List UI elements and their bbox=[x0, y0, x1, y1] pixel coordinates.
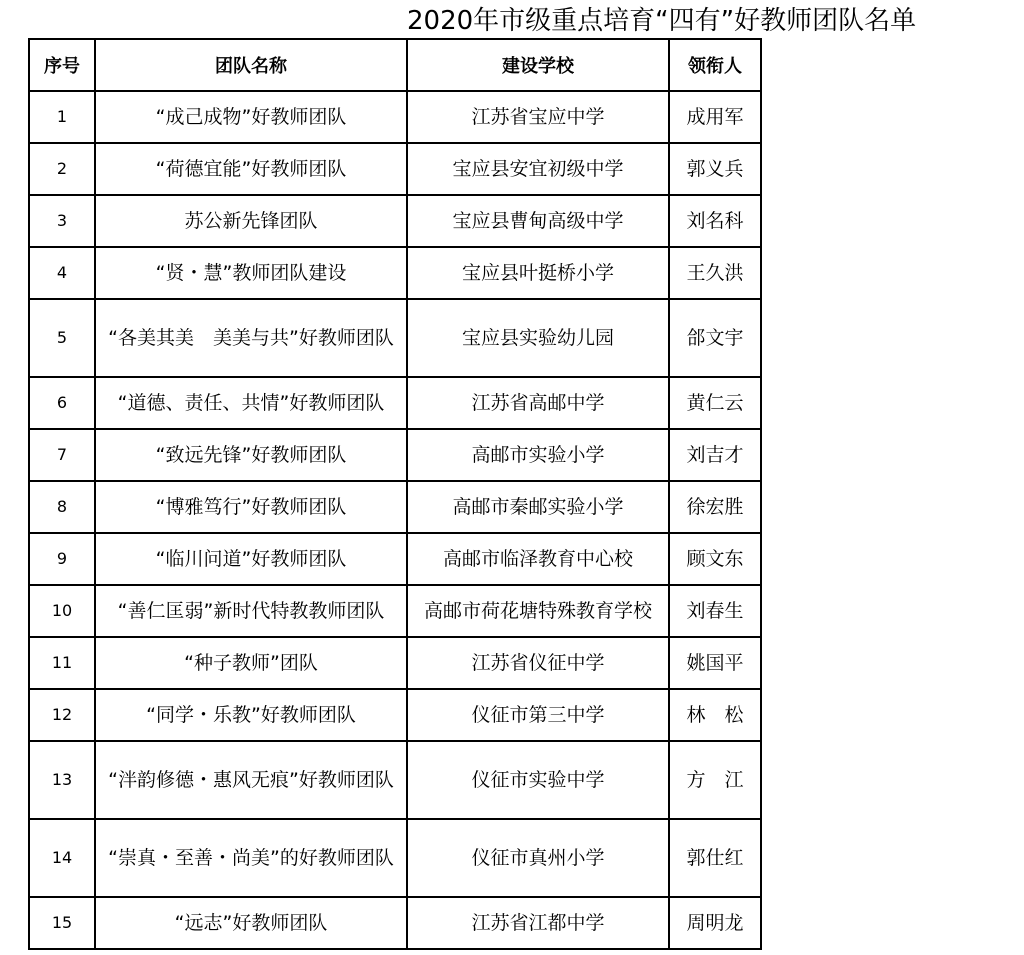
cell-index: 1 bbox=[29, 91, 95, 143]
table-row bbox=[29, 299, 761, 377]
cell-team-name: “崇真・至善・尚美”的好教师团队 bbox=[95, 819, 407, 897]
cell-leader: 王久洪 bbox=[669, 247, 761, 299]
cell-team-name: “远志”好教师团队 bbox=[95, 897, 407, 949]
cell-leader: 郭仕红 bbox=[669, 819, 761, 897]
cell-index: 7 bbox=[29, 429, 95, 481]
cell-leader: 徐宏胜 bbox=[669, 481, 761, 533]
header-row bbox=[29, 39, 761, 91]
cell-team-name: “道德、责任、共情”好教师团队 bbox=[95, 377, 407, 429]
cell-leader: 方 江 bbox=[669, 741, 761, 819]
cell-leader: 刘吉才 bbox=[669, 429, 761, 481]
header-team-name: 团队名称 bbox=[95, 39, 407, 91]
cell-team-name: “同学・乐教”好教师团队 bbox=[95, 689, 407, 741]
cell-team-name: “致远先锋”好教师团队 bbox=[95, 429, 407, 481]
cell-index: 5 bbox=[29, 299, 95, 377]
cell-index: 3 bbox=[29, 195, 95, 247]
header-index: 序号 bbox=[29, 39, 95, 91]
cell-school: 高邮市荷花塘特殊教育学校 bbox=[407, 585, 669, 637]
cell-team-name: “泮韵修德・惠风无痕”好教师团队 bbox=[95, 741, 407, 819]
cell-leader: 周明龙 bbox=[669, 897, 761, 949]
cell-index: 11 bbox=[29, 637, 95, 689]
table-row bbox=[29, 897, 761, 949]
cell-leader: 郃文宇 bbox=[669, 299, 761, 377]
table-row bbox=[29, 533, 761, 585]
cell-team-name: “成己成物”好教师团队 bbox=[95, 91, 407, 143]
cell-index: 4 bbox=[29, 247, 95, 299]
table-row bbox=[29, 143, 761, 195]
cell-school: 宝应县叶挺桥小学 bbox=[407, 247, 669, 299]
cell-team-name: “各美其美 美美与共”好教师团队 bbox=[95, 299, 407, 377]
page-title: 2020年市级重点培育“四有”好教师团队名单 bbox=[407, 6, 917, 36]
cell-school: 宝应县安宜初级中学 bbox=[407, 143, 669, 195]
table-row bbox=[29, 377, 761, 429]
cell-index: 10 bbox=[29, 585, 95, 637]
table-body bbox=[29, 91, 761, 949]
table-row bbox=[29, 741, 761, 819]
cell-leader: 姚国平 bbox=[669, 637, 761, 689]
header-school: 建设学校 bbox=[407, 39, 669, 91]
cell-school: 宝应县实验幼儿园 bbox=[407, 299, 669, 377]
cell-team-name: “荷德宜能”好教师团队 bbox=[95, 143, 407, 195]
cell-index: 2 bbox=[29, 143, 95, 195]
table-row bbox=[29, 585, 761, 637]
cell-index: 8 bbox=[29, 481, 95, 533]
cell-school: 仪征市第三中学 bbox=[407, 689, 669, 741]
cell-school: 高邮市临泽教育中心校 bbox=[407, 533, 669, 585]
cell-leader: 黄仁云 bbox=[669, 377, 761, 429]
table-row bbox=[29, 689, 761, 741]
header-leader: 领衔人 bbox=[669, 39, 761, 91]
cell-index: 6 bbox=[29, 377, 95, 429]
table-row bbox=[29, 481, 761, 533]
table-row bbox=[29, 429, 761, 481]
cell-index: 15 bbox=[29, 897, 95, 949]
cell-leader: 成用军 bbox=[669, 91, 761, 143]
team-list-table bbox=[28, 38, 762, 950]
cell-school: 江苏省江都中学 bbox=[407, 897, 669, 949]
cell-team-name: “种子教师”团队 bbox=[95, 637, 407, 689]
cell-team-name: 苏公新先锋团队 bbox=[95, 195, 407, 247]
cell-team-name: “贤・慧”教师团队建设 bbox=[95, 247, 407, 299]
cell-school: 仪征市真州小学 bbox=[407, 819, 669, 897]
cell-school: 江苏省仪征中学 bbox=[407, 637, 669, 689]
cell-index: 12 bbox=[29, 689, 95, 741]
table-row bbox=[29, 91, 761, 143]
cell-leader: 林 松 bbox=[669, 689, 761, 741]
cell-leader: 刘春生 bbox=[669, 585, 761, 637]
cell-school: 宝应县曹甸高级中学 bbox=[407, 195, 669, 247]
cell-leader: 顾文东 bbox=[669, 533, 761, 585]
cell-team-name: “临川问道”好教师团队 bbox=[95, 533, 407, 585]
table-row bbox=[29, 819, 761, 897]
cell-index: 9 bbox=[29, 533, 95, 585]
cell-leader: 刘名科 bbox=[669, 195, 761, 247]
cell-school: 高邮市实验小学 bbox=[407, 429, 669, 481]
cell-team-name: “博雅笃行”好教师团队 bbox=[95, 481, 407, 533]
cell-school: 高邮市秦邮实验小学 bbox=[407, 481, 669, 533]
cell-school: 江苏省高邮中学 bbox=[407, 377, 669, 429]
cell-leader: 郭义兵 bbox=[669, 143, 761, 195]
table-row bbox=[29, 195, 761, 247]
table-row bbox=[29, 247, 761, 299]
cell-team-name: “善仁匡弱”新时代特教教师团队 bbox=[95, 585, 407, 637]
cell-school: 江苏省宝应中学 bbox=[407, 91, 669, 143]
table-row bbox=[29, 637, 761, 689]
table-header bbox=[29, 39, 761, 91]
cell-index: 14 bbox=[29, 819, 95, 897]
cell-index: 13 bbox=[29, 741, 95, 819]
cell-school: 仪征市实验中学 bbox=[407, 741, 669, 819]
